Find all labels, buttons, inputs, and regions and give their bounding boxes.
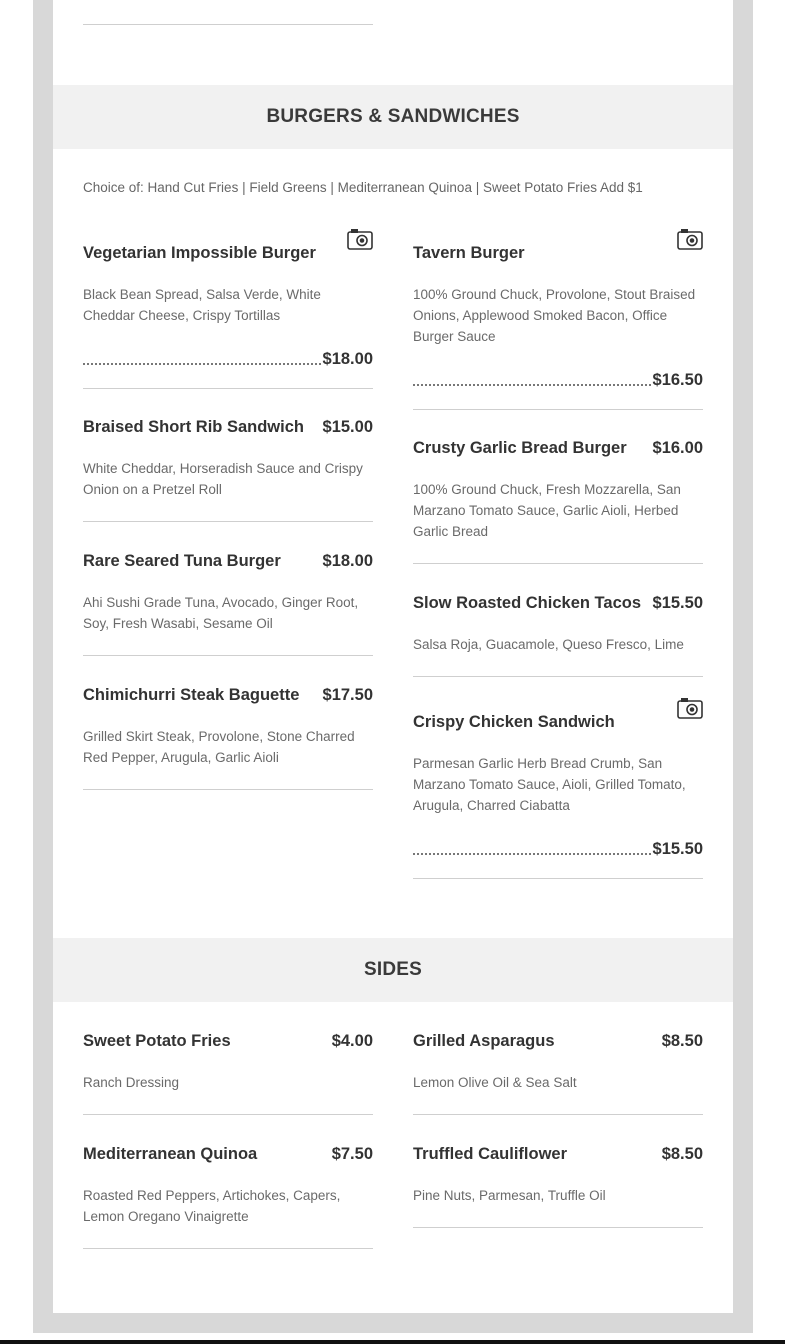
divider <box>83 1248 373 1249</box>
divider <box>413 563 703 564</box>
dot-leader <box>413 374 651 386</box>
bottom-bar <box>0 1340 785 1344</box>
item-price: $8.50 <box>661 1032 703 1050</box>
divider <box>413 878 703 879</box>
menu-item[interactable] <box>413 713 703 879</box>
page-frame <box>33 0 753 1333</box>
camera-icon[interactable] <box>347 228 373 250</box>
item-name: Sweet Potato Fries <box>83 1032 231 1050</box>
menu-item[interactable] <box>83 418 373 522</box>
menu-item[interactable] <box>413 1145 703 1228</box>
menu-item[interactable] <box>83 686 373 790</box>
divider <box>413 676 703 677</box>
item-name: Rare Seared Tuna Burger <box>83 552 281 570</box>
divider <box>83 655 373 656</box>
item-description: Roasted Red Peppers, Artichokes, Capers, Lemon Oregano Vinaigrette <box>83 1188 341 1224</box>
item-name: Grilled Asparagus <box>413 1032 555 1050</box>
menu-item[interactable] <box>83 1032 373 1115</box>
item-price: $15.50 <box>652 840 703 858</box>
menu-item[interactable] <box>413 244 703 410</box>
divider <box>83 1114 373 1115</box>
camera-icon[interactable] <box>677 697 703 719</box>
menu-paper <box>53 0 733 1313</box>
item-description: Lemon Olive Oil & Sea Salt <box>413 1075 577 1090</box>
sides-choice-note: Choice of: Hand Cut Fries | Field Greens | Mediterranean Quinoa | Sweet Potato Fries Add $1 <box>83 180 643 195</box>
item-description: Ranch Dressing <box>83 1075 180 1090</box>
divider <box>83 24 373 25</box>
divider <box>83 521 373 522</box>
item-price: $8.50 <box>661 1145 703 1163</box>
divider <box>413 1227 703 1228</box>
item-price: $15.00 <box>322 418 373 436</box>
menu-item[interactable] <box>83 244 373 389</box>
menu-item[interactable] <box>83 552 373 656</box>
divider <box>83 789 373 790</box>
item-price: $16.50 <box>652 371 703 389</box>
item-price: $18.00 <box>322 552 373 570</box>
item-price: $17.50 <box>322 686 373 704</box>
item-description: Black Bean Spread, Salsa Verde, White Cheddar Cheese, Crispy Tortillas <box>83 287 321 323</box>
item-name: Crusty Garlic Bread Burger <box>413 439 627 457</box>
divider <box>413 1114 703 1115</box>
menu-item[interactable] <box>83 1145 373 1249</box>
item-name: Tavern Burger <box>413 244 525 262</box>
item-name: Chimichurri Steak Baguette <box>83 686 300 704</box>
item-description: Ahi Sushi Grade Tuna, Avocado, Ginger Root, Soy, Fresh Wasabi, Sesame Oil <box>83 595 359 631</box>
item-description: Parmesan Garlic Herb Bread Crumb, San Marzano Tomato Sauce, Aioli, Grilled Tomato, Arugula, Charred Ciabatta <box>413 756 686 813</box>
item-description: Salsa Roja, Guacamole, Queso Fresco, Lime <box>413 637 684 652</box>
divider <box>83 388 373 389</box>
menu-item[interactable] <box>413 1032 703 1115</box>
item-price: $7.50 <box>331 1145 373 1163</box>
item-name: Mediterranean Quinoa <box>83 1145 258 1163</box>
section-header-burgers <box>53 85 733 149</box>
item-name: Braised Short Rib Sandwich <box>83 418 304 436</box>
item-name: Vegetarian Impossible Burger <box>83 244 316 262</box>
section-title: SIDES <box>363 959 423 980</box>
divider <box>413 409 703 410</box>
section-title: BURGERS & SANDWICHES <box>266 106 520 127</box>
dot-leader <box>413 843 651 855</box>
section-header-sides <box>53 938 733 1002</box>
item-price: $16.00 <box>652 439 703 457</box>
menu-item[interactable] <box>413 439 703 564</box>
item-description: White Cheddar, Horseradish Sauce and Crispy Onion on a Pretzel Roll <box>83 461 363 497</box>
item-description: Grilled Skirt Steak, Provolone, Stone Charred Red Pepper, Arugula, Garlic Aioli <box>83 729 355 765</box>
item-name: Crispy Chicken Sandwich <box>413 713 615 731</box>
item-description: Pine Nuts, Parmesan, Truffle Oil <box>413 1188 606 1203</box>
item-price: $15.50 <box>652 594 703 612</box>
dot-leader <box>83 353 321 365</box>
item-description: 100% Ground Chuck, Fresh Mozzarella, San Marzano Tomato Sauce, Garlic Aioli, Herbed Garlic Bread <box>413 482 681 539</box>
item-price: $18.00 <box>322 350 373 368</box>
item-name: Truffled Cauliflower <box>413 1145 568 1163</box>
camera-icon[interactable] <box>677 228 703 250</box>
item-description: 100% Ground Chuck, Provolone, Stout Braised Onions, Applewood Smoked Bacon, Office Burger Sauce <box>413 287 696 344</box>
item-name: Slow Roasted Chicken Tacos <box>413 594 642 612</box>
item-price: $4.00 <box>331 1032 373 1050</box>
menu-item[interactable] <box>413 594 703 677</box>
